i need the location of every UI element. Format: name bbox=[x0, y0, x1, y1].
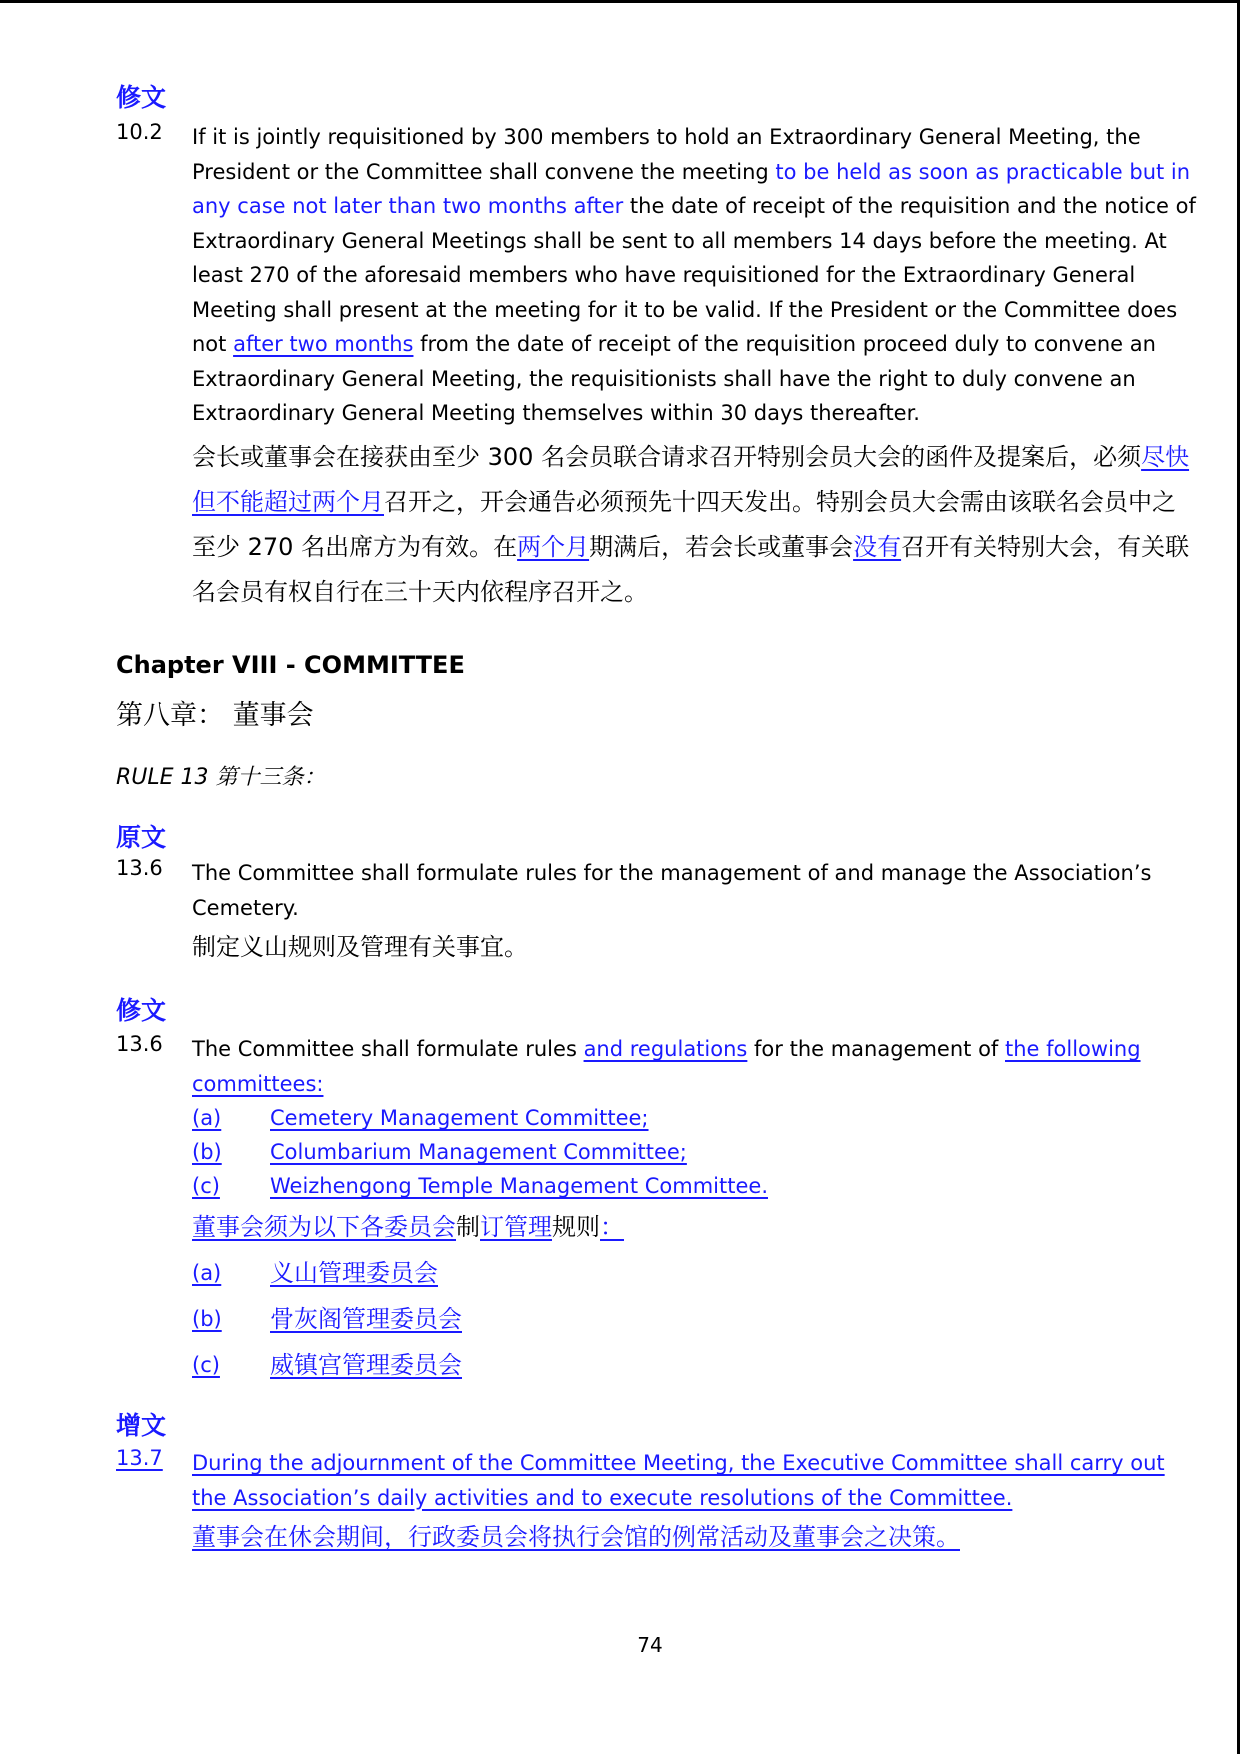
list-item-text: 威镇宫管理委员会 bbox=[270, 1351, 462, 1379]
amended-text-run: and regulations bbox=[583, 1037, 748, 1061]
text-run: 规则 bbox=[552, 1213, 600, 1241]
list-item bbox=[192, 1296, 1196, 1342]
list-item-text: Weizhengong Temple Management Committee. bbox=[270, 1174, 768, 1198]
list-item bbox=[192, 1101, 1196, 1135]
amended-text-run: 没有 bbox=[853, 532, 902, 561]
text-run: If it is jointly requisitioned by 300 members to hold an Extraordinary General Meeting, the President or the Committee shall convene the meeting bbox=[192, 125, 1141, 184]
text-run: 制 bbox=[456, 1213, 480, 1241]
list-item-label: (c) bbox=[192, 1174, 220, 1198]
amended-text-run: after two months bbox=[233, 332, 414, 356]
text-run: the date of receipt of the requisition and the notice of Extraordinary General Meetings shall be sent to all members 14 days before the meeting. At least 270 of the aforesaid members who have requisitioned for the Extraordinary General Meeting shall present at the meeting for it to be valid. If the President or the Committee does not bbox=[192, 194, 1196, 356]
list-item-text: Columbarium Management Committee; bbox=[270, 1140, 687, 1164]
list-item bbox=[192, 1342, 1196, 1388]
list-item-text: 骨灰阁管理委员会 bbox=[270, 1305, 462, 1333]
list-item-label: (a) bbox=[192, 1106, 222, 1130]
original-heading: 原文 bbox=[116, 823, 167, 852]
clause-number: 13.6 bbox=[116, 1032, 163, 1056]
clause-13-6-original-chinese: 制定义山规则及管理有关事宜。 bbox=[192, 933, 528, 961]
amended-text-run: ： bbox=[600, 1213, 624, 1241]
text-run: 期满后，若会长或董事会 bbox=[589, 532, 854, 561]
committee-list-chinese bbox=[192, 1250, 1196, 1388]
amended-text-run: 董事会须为以下各委员会 bbox=[192, 1213, 456, 1241]
chapter-title-chinese: 第八章： 董事会 bbox=[116, 700, 314, 731]
list-item-label: (a) bbox=[192, 1261, 222, 1285]
clause-10-2-english bbox=[192, 120, 1196, 431]
text-run: 会长或董事会在接获由至少 300 名会员联合请求召开特别会员大会的函件及提案后，必须 bbox=[192, 442, 1142, 471]
amended-text-run: 两个月 bbox=[517, 532, 590, 561]
text-run: The Committee shall formulate rules bbox=[192, 1037, 584, 1061]
text-run: for the management of bbox=[747, 1037, 1005, 1061]
clause-number: 10.2 bbox=[116, 120, 163, 144]
text-run: 召开有关特别大会，有关联名会员有权自行在三十天内依程序召开之。 bbox=[192, 532, 1190, 606]
clause-number: 13.7 bbox=[116, 1446, 163, 1470]
clause-13-7 bbox=[116, 1446, 1196, 1560]
amended-text-run: to be held as soon as practicable but in any case not later than two months after bbox=[192, 159, 1191, 218]
list-item-text: 义山管理委员会 bbox=[270, 1259, 438, 1287]
clause-10-2 bbox=[116, 120, 1196, 615]
text-run: from the date of receipt of the requisition proceed duly to convene an Extraordinary General Meeting, the requisitionists shall have the right to duly convene an Extraordinary General Meeting themselves within 30 days thereafter. bbox=[192, 332, 1156, 425]
clause-13-6-original bbox=[116, 856, 1196, 970]
amended-heading: 修文 bbox=[116, 83, 167, 112]
chapter-title-english: Chapter VIII - COMMITTEE bbox=[116, 651, 465, 679]
list-item bbox=[192, 1135, 1196, 1169]
clause-13-6-amended bbox=[116, 1032, 1196, 1388]
list-item bbox=[192, 1169, 1196, 1203]
list-item-text: Cemetery Management Committee; bbox=[270, 1106, 649, 1130]
list-item-label: (c) bbox=[192, 1353, 220, 1377]
clause-10-2-chinese bbox=[192, 435, 1196, 615]
list-item-label: (b) bbox=[192, 1140, 222, 1164]
clause-13-6-amended-english bbox=[192, 1032, 1196, 1101]
rule-label: RULE 13 第十三条： bbox=[116, 765, 326, 790]
text-run: 召开之，开会通告必须预先十四天发出。特别会员大会需由该联名会员中之至少 270 名出席方为有效。在 bbox=[192, 487, 1176, 561]
list-item bbox=[192, 1250, 1196, 1296]
clause-13-7-english: During the adjournment of the Committee Meeting, the Executive Committee shall carry out the Association’s daily activities and to execute resolutions of the Committee. bbox=[192, 1451, 1165, 1510]
clause-number: 13.6 bbox=[116, 856, 163, 880]
amended-text-run: 尽快但不能超过两个月 bbox=[192, 442, 1190, 516]
list-item-label: (b) bbox=[192, 1307, 222, 1331]
clause-13-7-chinese: 董事会在休会期间，行政委员会将执行会馆的例常活动及董事会之决策。 bbox=[192, 1523, 960, 1551]
page-number: 74 bbox=[637, 1633, 663, 1657]
amended-text-run: the following committees: bbox=[192, 1037, 1141, 1096]
committee-list-english bbox=[192, 1101, 1196, 1203]
clause-13-6-amended-chinese bbox=[192, 1205, 1196, 1250]
clause-13-6-original-english: The Committee shall formulate rules for the management of and manage the Association’s Cemetery. bbox=[192, 861, 1152, 920]
added-heading: 增文 bbox=[116, 1411, 167, 1440]
amended-heading: 修文 bbox=[116, 996, 167, 1025]
amended-text-run: 订管理 bbox=[480, 1213, 552, 1241]
